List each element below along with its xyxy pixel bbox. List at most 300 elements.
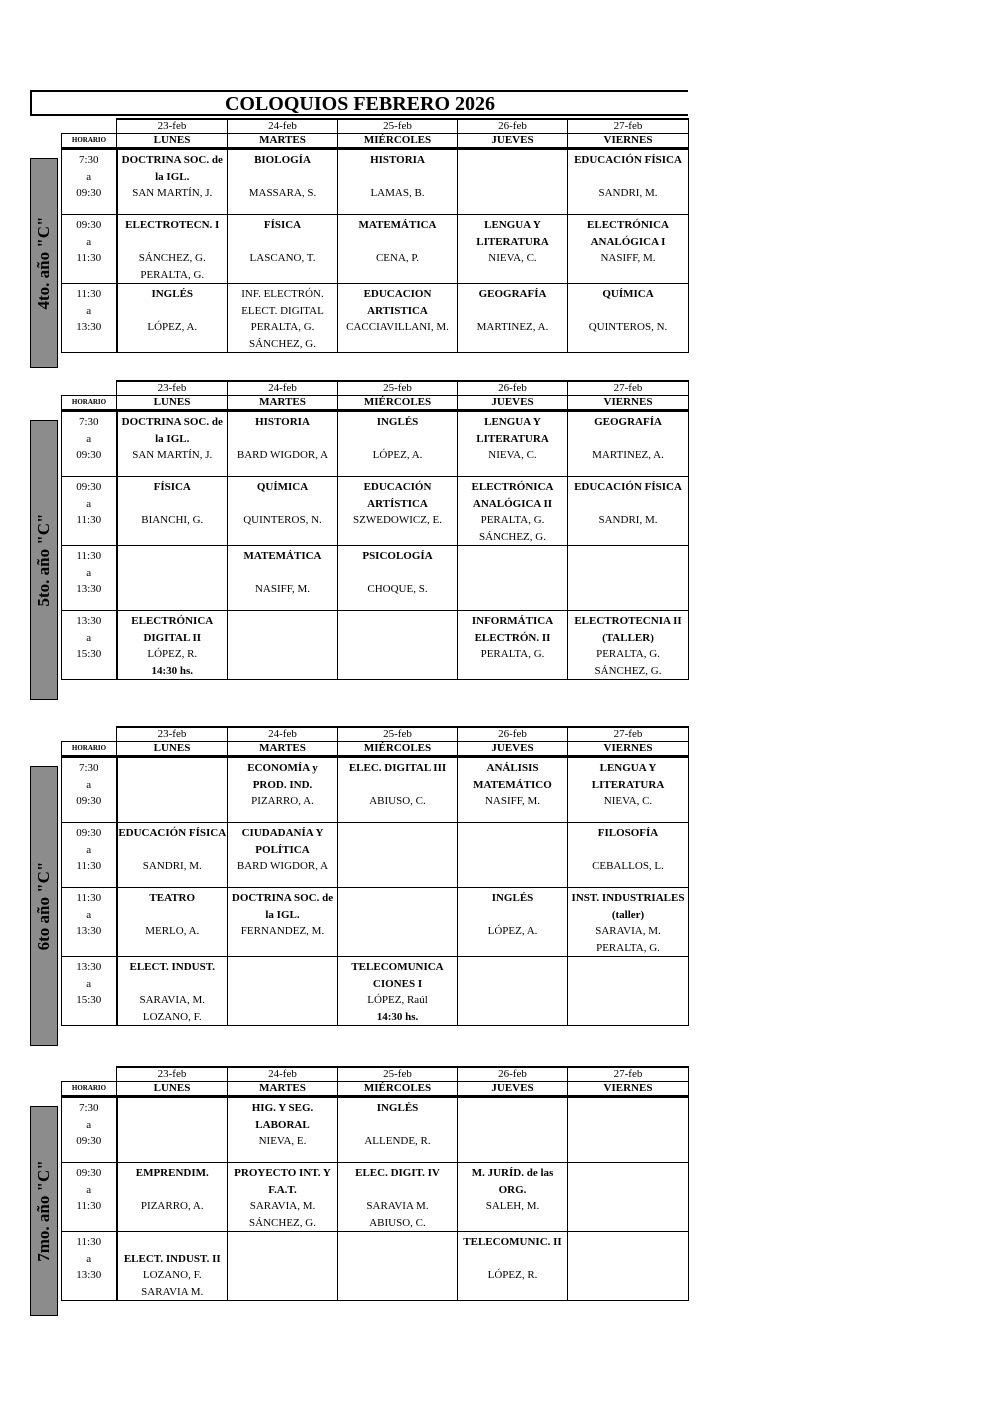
teacher-name: BIANCHI, G. (141, 514, 204, 526)
subject-cell (228, 411, 338, 477)
subject-name: DOCTRINA SOC. de (231, 892, 334, 904)
subject-cell (117, 411, 228, 477)
teacher-name: PERALTA, G. (596, 648, 660, 660)
time-range (62, 1163, 117, 1232)
subject-cell (338, 215, 458, 284)
day-header: JUEVES (458, 396, 568, 411)
subject-name: EDUCACIÓN (363, 481, 432, 493)
teacher-name: ABIUSO, C. (369, 795, 426, 807)
subject-name: ELEC. DIGIT. IV (355, 1167, 440, 1179)
time-text: 09:30 (76, 1135, 102, 1147)
subject-name: MATEMÁTICA (358, 219, 437, 231)
subject-cell (117, 611, 228, 680)
teacher-name (458, 1251, 567, 1268)
subject-cell (228, 477, 338, 546)
subject-cell (568, 757, 689, 823)
subject-name: INGLÉS (376, 416, 419, 428)
subject-name: INGLÉS (491, 892, 534, 904)
subject-name: EMPRENDIM. (135, 1167, 209, 1179)
time-text: a (86, 170, 92, 183)
subject-name: CIUDADANÍA Y (241, 827, 324, 839)
time-text: a (86, 843, 92, 856)
horario-header: HORARIO (62, 134, 117, 149)
subject-cell (568, 1232, 689, 1301)
teacher-name (118, 842, 228, 859)
time-text: 15:30 (76, 648, 102, 660)
subject-name: ARTISTICA (367, 304, 428, 317)
schedule-table (61, 726, 689, 1026)
teacher-name: SAN MARTÍN, J. (132, 187, 213, 199)
teacher-name: SANDRI, M. (598, 514, 658, 526)
year-label: 4to. año "C" (34, 216, 53, 310)
time-text: a (86, 566, 92, 579)
time-range (62, 611, 117, 680)
day-header: MIÉRCOLES (338, 396, 458, 411)
subject-cell (228, 1163, 338, 1232)
teacher-name: LAMAS, B. (370, 187, 425, 199)
horario-header: HORARIO (62, 742, 117, 757)
subject-cell (338, 757, 458, 823)
subject-cell (458, 411, 568, 477)
subject-cell (117, 888, 228, 957)
teacher-name: NASIFF, M. (484, 795, 541, 807)
teacher-name: LÓPEZ, A. (147, 321, 198, 333)
time-text: a (86, 1118, 92, 1131)
time-text: 7:30 (78, 1102, 99, 1114)
time-text: 13:30 (76, 925, 102, 937)
time-text: 13:30 (76, 961, 102, 973)
teacher-name: SARAVIA M. (366, 1200, 429, 1212)
time-slot-row (62, 757, 689, 823)
teacher-name: ELECT. DIGITAL (241, 304, 324, 317)
day-header: VIERNES (568, 134, 689, 149)
subject-name: ORG. (498, 1183, 527, 1196)
subject-name: DOCTRINA SOC. de (121, 154, 223, 166)
time-range (62, 823, 117, 888)
subject-name: INFORMÁTICA (471, 615, 554, 627)
day-header: MARTES (228, 1082, 338, 1097)
subject-name: EDUCACION (363, 288, 432, 300)
day-header: LUNES (117, 1082, 228, 1097)
subject-cell (458, 1163, 568, 1232)
time-range (62, 757, 117, 823)
date-header: 24-feb (228, 381, 338, 396)
subject-cell (338, 1232, 458, 1301)
teacher-name: SZWEDOWICZ, E. (353, 514, 442, 526)
subject-name: PROD. IND. (252, 778, 313, 791)
teacher-name: SARAVIA, M. (139, 994, 205, 1006)
subject-name: LENGUA Y (484, 416, 541, 428)
teacher-name (338, 777, 457, 794)
teacher-name: NIEVA, C. (603, 795, 653, 807)
date-header: 25-feb (338, 727, 458, 742)
subject-cell (117, 1097, 228, 1163)
teacher-name: SARAVIA, M. (249, 1200, 316, 1212)
subject-name: EDUCACIÓN FÍSICA (574, 481, 682, 493)
subject-name: DIGITAL II (143, 631, 202, 644)
time-text: 7:30 (78, 416, 99, 428)
time-slot-row (62, 888, 689, 957)
day-header: MIÉRCOLES (338, 1082, 458, 1097)
subject-cell (228, 1232, 338, 1301)
day-header: VIERNES (568, 396, 689, 411)
teacher-name (228, 234, 337, 251)
subject-name: (TALLER) (602, 631, 654, 644)
teacher-name: PIZARRO, A. (140, 1200, 204, 1212)
time-text: 11:30 (76, 550, 102, 562)
horario-header: HORARIO (62, 396, 117, 411)
subject-cell (117, 215, 228, 284)
subject-name: FÍSICA (153, 481, 191, 493)
date-header: 23-feb (117, 119, 228, 134)
day-header: MIÉRCOLES (338, 134, 458, 149)
teacher-name: FERNANDEZ, M. (240, 925, 325, 937)
time-text: 13:30 (76, 321, 102, 333)
time-text: 11:30 (76, 288, 102, 300)
time-text: 11:30 (76, 514, 102, 526)
subject-name: EDUCACIÓN FÍSICA (574, 154, 682, 166)
teacher-name: BARD WIGDOR, A (236, 860, 329, 872)
teacher-name: PERALTA, G. (140, 268, 205, 281)
teacher-name: NIEVA, C. (488, 252, 537, 264)
time-text: a (86, 631, 92, 644)
subject-name: QUÍMICA (256, 481, 309, 493)
day-header: LUNES (117, 742, 228, 757)
subject-name: HIG. Y SEG. (251, 1102, 314, 1114)
subject-cell (568, 888, 689, 957)
teacher-name: MARTINEZ, A. (592, 449, 664, 461)
teacher-name (568, 169, 688, 186)
date-header: 24-feb (228, 119, 338, 134)
subject-cell (568, 823, 689, 888)
day-header: JUEVES (458, 1082, 568, 1097)
header-spacer (62, 727, 117, 742)
subject-cell (568, 957, 689, 1026)
time-text: 11:30 (76, 252, 102, 264)
subject-name: ANALÓGICA I (590, 235, 666, 248)
time-slot-row (62, 1097, 689, 1163)
day-header: VIERNES (568, 1082, 689, 1097)
year-label-bar (30, 1106, 58, 1316)
subject-name: ELECT. INDUST. II (123, 1252, 221, 1265)
subject-cell (338, 477, 458, 546)
subject-name: FILOSOFÍA (597, 827, 659, 839)
time-range (62, 1232, 117, 1301)
subject-cell (338, 1163, 458, 1232)
date-header: 23-feb (117, 381, 228, 396)
time-text: 11:30 (76, 1200, 102, 1212)
teacher-name: MERLO, A. (145, 925, 200, 937)
subject-name: 14:30 hs. (376, 1010, 419, 1023)
subject-name: PROYECTO INT. Y (234, 1167, 331, 1179)
teacher-name (568, 496, 688, 513)
subject-name: ELECTRÓNICA (131, 615, 214, 627)
subject-name: ELEC. DIGITAL III (348, 762, 447, 774)
time-text: a (86, 977, 92, 990)
subject-name: LITERATURA (476, 432, 549, 445)
subject-name: ELECTRÓNICA (471, 481, 554, 493)
teacher-name: PERALTA, G. (480, 648, 545, 660)
date-header: 26-feb (458, 727, 568, 742)
subject-name: INGLÉS (376, 1102, 419, 1114)
subject-name: PSICOLOGÍA (362, 550, 433, 562)
subject-name: FÍSICA (263, 219, 302, 231)
year-label-bar (30, 766, 58, 1046)
time-text: 09:30 (76, 827, 102, 839)
year-label: 6to año "C" (34, 861, 53, 951)
teacher-name: LASCANO, T. (249, 252, 316, 264)
day-header: MARTES (228, 134, 338, 149)
year-label: 5to. año "C" (34, 513, 53, 607)
date-header: 24-feb (228, 1067, 338, 1082)
teacher-name: NASIFF, M. (600, 252, 656, 264)
time-text: a (86, 908, 92, 921)
subject-name: (taller) (611, 908, 645, 921)
teacher-name (118, 907, 228, 924)
teacher-name (568, 303, 688, 320)
subject-name: TELECOMUNIC. II (463, 1236, 562, 1248)
time-text: 11:30 (76, 860, 102, 872)
time-text: a (86, 432, 92, 445)
teacher-name (458, 907, 567, 924)
time-text: 09:30 (76, 1167, 102, 1179)
time-slot-row (62, 957, 689, 1026)
day-header: JUEVES (458, 134, 568, 149)
teacher-name: LÓPEZ, R. (147, 648, 198, 660)
time-text: 7:30 (78, 762, 99, 774)
subject-cell (458, 1097, 568, 1163)
time-slot-row (62, 411, 689, 477)
subject-cell (458, 149, 568, 215)
time-text: 09:30 (76, 449, 102, 461)
subject-cell (228, 1097, 338, 1163)
time-range (62, 284, 117, 353)
schedule-table (61, 118, 689, 353)
teacher-name: SANDRI, M. (598, 187, 658, 199)
subject-cell (228, 215, 338, 284)
year-label-bar (30, 420, 58, 700)
subject-cell (458, 284, 568, 353)
subject-cell (338, 411, 458, 477)
subject-cell (338, 284, 458, 353)
teacher-name: LÓPEZ, A. (487, 925, 538, 937)
teacher-name: INF. ELECTRÓN. (241, 288, 324, 300)
date-header: 26-feb (458, 381, 568, 396)
header-spacer (62, 119, 117, 134)
time-slot-row (62, 546, 689, 611)
time-slot-row (62, 1163, 689, 1232)
teacher-name: SÁNCHEZ, G. (479, 530, 546, 543)
date-header: 27-feb (568, 119, 689, 134)
subject-cell (117, 477, 228, 546)
teacher-name (338, 565, 457, 582)
teacher-name: LOZANO, F. (142, 1269, 202, 1281)
teacher-name (228, 169, 337, 186)
subject-cell (228, 888, 338, 957)
subject-cell (228, 546, 338, 611)
time-slot-row (62, 284, 689, 353)
subject-cell (117, 757, 228, 823)
teacher-name: SARAVIA M. (141, 1285, 204, 1298)
teacher-name: QUINTEROS, N. (588, 321, 668, 333)
subject-cell (568, 1163, 689, 1232)
schedule-table (61, 1066, 689, 1301)
teacher-name: MASSARA, S. (248, 187, 317, 199)
teacher-name (338, 1182, 457, 1199)
subject-name: ELECTRÓNICA (587, 219, 669, 231)
time-range (62, 1097, 117, 1163)
time-text: a (86, 1252, 92, 1265)
subject-name: F.A.T. (268, 1183, 297, 1196)
day-header: JUEVES (458, 742, 568, 757)
day-header: MARTES (228, 742, 338, 757)
subject-name: LABORAL (255, 1118, 310, 1131)
time-text: a (86, 778, 92, 791)
day-header: MARTES (228, 396, 338, 411)
teacher-name: PERALTA, G. (480, 514, 545, 526)
subject-cell (568, 546, 689, 611)
teacher-name: SAN MARTÍN, J. (132, 449, 213, 461)
subject-name: GEOGRAFÍA (594, 416, 662, 428)
subject-cell (338, 149, 458, 215)
time-slot-row (62, 149, 689, 215)
year-label: 7mo. año "C" (34, 1160, 53, 1262)
subject-cell (338, 957, 458, 1026)
subject-cell (458, 823, 568, 888)
subject-cell (458, 477, 568, 546)
time-text: 09:30 (76, 481, 102, 493)
schedule-table (61, 380, 689, 680)
subject-cell (458, 957, 568, 1026)
time-slot-row (62, 611, 689, 680)
subject-cell (458, 611, 568, 680)
subject-name: ELECTRÓN. II (474, 631, 551, 644)
day-header: LUNES (117, 396, 228, 411)
day-header: MIÉRCOLES (338, 742, 458, 757)
teacher-name (118, 976, 228, 993)
teacher-name: PIZARRO, A. (251, 795, 314, 807)
subject-name: INGLÉS (151, 288, 194, 300)
date-header: 27-feb (568, 1067, 689, 1082)
time-text: 11:30 (76, 1236, 102, 1248)
date-header: 26-feb (458, 119, 568, 134)
time-text: 11:30 (76, 892, 102, 904)
time-text: 09:30 (76, 795, 102, 807)
teacher-name: SÁNCHEZ, G. (249, 337, 316, 350)
subject-cell (117, 284, 228, 353)
teacher-name (118, 1182, 228, 1199)
teacher-name: QUINTEROS, N. (243, 514, 322, 526)
teacher-name: MARTINEZ, A. (476, 321, 549, 333)
subject-name: ECONOMÍA y (247, 762, 318, 774)
subject-name: MATEMÁTICO (473, 778, 552, 791)
subject-cell (338, 611, 458, 680)
subject-name: la IGL. (155, 432, 190, 445)
teacher-name (338, 1117, 457, 1134)
subject-cell (458, 757, 568, 823)
date-header: 25-feb (338, 1067, 458, 1082)
subject-name: QUÍMICA (602, 288, 654, 300)
time-range (62, 957, 117, 1026)
teacher-name: LOZANO, F. (142, 1010, 202, 1023)
subject-name: ELECT. INDUST. (129, 961, 215, 973)
subject-cell (338, 546, 458, 611)
subject-name: LITERATURA (591, 778, 665, 791)
subject-name: la IGL. (265, 908, 300, 921)
horario-header: HORARIO (62, 1082, 117, 1097)
date-header: 23-feb (117, 727, 228, 742)
teacher-name: SÁNCHEZ, G. (249, 1216, 316, 1229)
subject-cell (338, 823, 458, 888)
subject-name: ARTÍSTICA (367, 497, 428, 510)
subject-cell (458, 215, 568, 284)
subject-cell (228, 284, 338, 353)
date-header: 26-feb (458, 1067, 568, 1082)
subject-cell (338, 888, 458, 957)
subject-name: MATEMÁTICA (243, 550, 322, 562)
teacher-name: PERALTA, G. (596, 941, 660, 954)
teacher-name (118, 1234, 228, 1251)
subject-cell (117, 546, 228, 611)
time-text: 09:30 (76, 219, 102, 231)
teacher-name: SANDRI, M. (142, 860, 202, 872)
subject-name: 14:30 hs. (151, 664, 194, 677)
subject-name: HISTORIA (370, 154, 425, 166)
subject-cell (568, 411, 689, 477)
time-text: 13:30 (76, 615, 102, 627)
subject-cell (458, 888, 568, 957)
subject-name: LITERATURA (476, 235, 549, 248)
time-slot-row (62, 823, 689, 888)
date-header: 23-feb (117, 1067, 228, 1082)
subject-cell (568, 215, 689, 284)
teacher-name: SALEH, M. (485, 1200, 540, 1212)
teacher-name (338, 169, 457, 186)
teacher-name (118, 496, 228, 513)
subject-cell (117, 1232, 228, 1301)
time-text: a (86, 497, 92, 510)
subject-name: LENGUA Y (484, 219, 541, 231)
time-slot-row (62, 215, 689, 284)
subject-cell (228, 757, 338, 823)
subject-cell (117, 957, 228, 1026)
subject-name: ANÁLISIS (486, 762, 539, 774)
date-header: 25-feb (338, 381, 458, 396)
year-label-bar (30, 158, 58, 368)
time-slot-row (62, 477, 689, 546)
teacher-name (338, 431, 457, 448)
subject-cell (228, 823, 338, 888)
subject-cell (568, 1097, 689, 1163)
subject-cell (228, 957, 338, 1026)
date-header: 25-feb (338, 119, 458, 134)
date-header: 24-feb (228, 727, 338, 742)
subject-cell (338, 1097, 458, 1163)
subject-cell (117, 1163, 228, 1232)
subject-cell (458, 546, 568, 611)
subject-name: TEATRO (149, 892, 196, 904)
teacher-name: LÓPEZ, A. (372, 449, 423, 461)
teacher-name (568, 842, 688, 859)
subject-name: EDUCACIÓN FÍSICA (118, 827, 227, 839)
teacher-name: SÁNCHEZ, G. (138, 252, 206, 264)
time-text: 15:30 (76, 994, 102, 1006)
subject-cell (117, 823, 228, 888)
teacher-name (228, 431, 337, 448)
date-header: 27-feb (568, 727, 689, 742)
teacher-name: ALLENDE, R. (364, 1135, 431, 1147)
time-slot-row (62, 1232, 689, 1301)
